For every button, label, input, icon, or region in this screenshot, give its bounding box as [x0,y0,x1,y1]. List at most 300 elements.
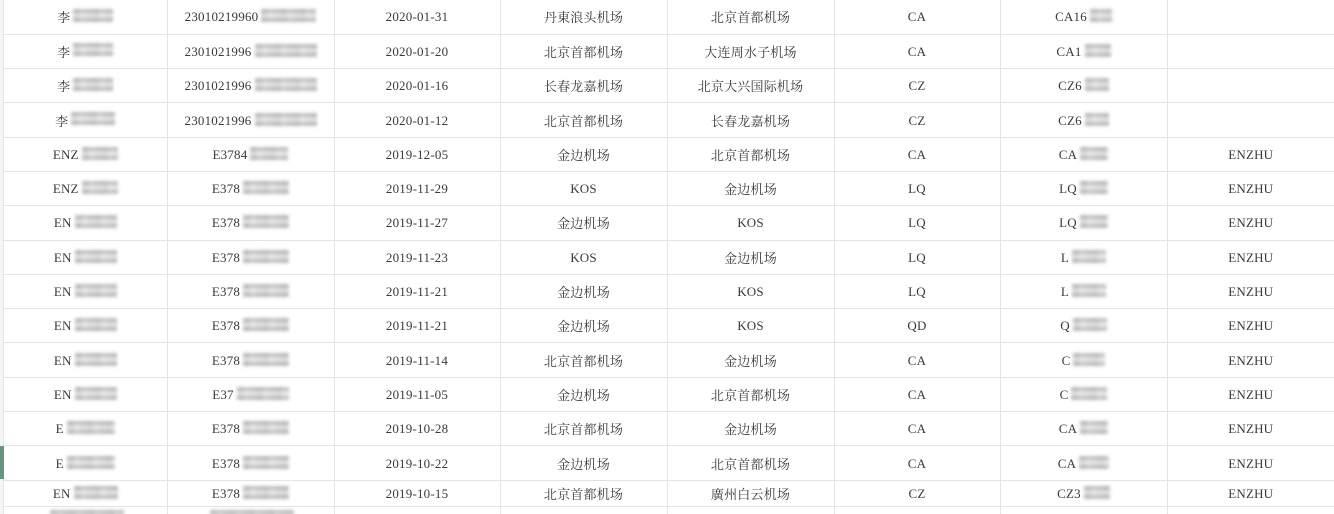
cell-text: EN [53,352,72,368]
cell-text: 2019-11-23 [385,249,449,265]
cell-text: CZ6 [1058,112,1082,128]
id-number-cell[interactable] [167,480,334,507]
tag-cell[interactable] [1167,309,1334,343]
tag-cell[interactable] [1167,171,1334,205]
arrival-cell[interactable] [667,69,834,103]
cell-text: E37 [212,386,234,402]
flight-number-cell[interactable] [1000,240,1167,274]
redacted-block [75,387,117,400]
table-row [4,103,1334,137]
cell-text: CZ [908,78,926,94]
cell-text: CA [1058,421,1078,437]
redacted-block [1085,78,1109,91]
cell-text: CZ [908,112,926,128]
cell-text: 北京大兴国际机场 [697,79,804,95]
cell-text: 2301021996 [184,112,252,128]
date-cell[interactable] [334,480,500,507]
cell-text: CA16 [1055,9,1087,25]
flight-number-cell[interactable] [1000,137,1167,171]
cell-text: ENZHU [1228,318,1274,334]
cell-text: 金边机场 [557,216,610,232]
tag-cell[interactable] [1167,103,1334,137]
cell-text: E378 [211,455,241,471]
redacted-block [243,215,289,228]
cell-text: CZ [908,486,926,501]
cell-text: KOS [737,284,764,300]
table-row [4,34,1334,68]
cell-text: EN [53,386,72,402]
airline-code-cell[interactable] [834,309,1000,343]
arrival-cell[interactable] [667,34,834,68]
cell-text: LQ [1059,215,1077,231]
cell-text: ENZ [52,181,79,197]
cell-text: 2019-11-14 [385,352,449,368]
name-cell[interactable] [4,69,167,103]
cell-text: ENZHU [1228,181,1274,197]
redacted-block [1090,9,1112,22]
cell-text: E378 [211,215,241,231]
redacted-block [1073,318,1107,331]
flight-number-cell[interactable] [1000,507,1167,514]
redacted-block [1080,147,1108,160]
departure-cell[interactable] [500,34,667,68]
redacted-block [1085,44,1111,57]
arrival-cell[interactable] [667,309,834,343]
airline-code-cell[interactable] [834,480,1000,507]
cell-text: CA1 [1056,43,1082,59]
airline-code-cell[interactable] [834,446,1000,480]
table-row [4,343,1334,377]
id-number-cell[interactable] [167,0,334,34]
tag-cell[interactable] [1167,507,1334,514]
cell-text: LQ [908,284,926,300]
id-number-cell[interactable] [167,377,334,411]
arrival-cell[interactable] [667,377,834,411]
tag-cell[interactable] [1167,0,1334,34]
redacted-block [75,353,117,366]
cell-text: 金边机场 [557,285,610,301]
table-row [4,412,1334,446]
cell-text: 2019-11-05 [385,386,449,402]
cell-text: 2019-11-27 [385,215,449,231]
arrival-cell[interactable] [667,274,834,308]
cell-text: 金边机场 [557,387,610,403]
redacted-block [74,486,118,499]
redacted-block [243,250,289,263]
redacted-block [82,147,118,160]
flight-number-cell[interactable] [1000,274,1167,308]
cell-text: 金边机场 [557,147,610,163]
date-cell[interactable] [334,206,500,240]
airline-code-cell[interactable] [834,206,1000,240]
name-cell[interactable] [4,34,167,68]
cell-text: E3784 [212,146,248,162]
redacted-block [73,43,113,56]
name-cell[interactable] [4,103,167,137]
table-row [4,69,1334,103]
id-number-cell[interactable] [167,34,334,68]
departure-cell[interactable] [500,103,667,137]
cell-text: E378 [211,486,241,501]
id-number-cell[interactable] [167,137,334,171]
cell-text: 2301021996 [184,78,252,94]
cell-text: C [1061,352,1071,368]
departure-cell[interactable] [500,446,667,480]
name-cell[interactable] [4,343,167,377]
cell-text: 2019-11-21 [385,284,449,300]
flight-records-table [4,0,1334,514]
cell-text: ENZHU [1228,352,1274,368]
cell-text: 北京首都机场 [543,44,624,60]
cell-text: 2019-10-22 [385,455,449,471]
departure-cell[interactable] [500,343,667,377]
cell-text: CA [907,455,927,471]
name-cell[interactable] [4,309,167,343]
date-cell[interactable] [334,274,500,308]
cell-text: L [1060,249,1070,265]
tag-cell[interactable] [1167,446,1334,480]
date-cell[interactable] [334,412,500,446]
cell-text: CZ6 [1058,78,1082,94]
date-cell[interactable] [334,309,500,343]
arrival-cell[interactable] [667,343,834,377]
redacted-block [210,510,294,514]
date-cell[interactable] [334,446,500,480]
redacted-block [1085,113,1109,126]
flight-number-cell[interactable] [1000,343,1167,377]
cell-text: CA [907,421,927,437]
airline-code-cell[interactable] [834,240,1000,274]
id-number-cell[interactable] [167,412,334,446]
cell-text: E378 [211,181,241,197]
cell-text: Q [1060,318,1070,334]
cell-text: 北京首都机场 [710,456,791,472]
cell-text: CA [907,352,927,368]
cell-text: ENZHU [1228,284,1274,300]
redacted-block [1080,181,1108,194]
airline-code-cell[interactable] [834,274,1000,308]
cell-text: ENZHU [1228,215,1274,231]
arrival-cell[interactable] [667,507,834,514]
name-cell[interactable] [4,171,167,205]
cell-text: KOS [737,318,764,334]
cell-text: ENZHU [1228,146,1274,162]
departure-cell[interactable] [500,171,667,205]
table-row [4,274,1334,308]
cell-text: CA [907,146,927,162]
cell-text: CA [907,9,927,25]
arrival-cell[interactable] [667,103,834,137]
redacted-block [255,44,317,57]
cell-text: LQ [908,215,926,231]
cell-text: 2019-12-05 [385,146,449,162]
flight-number-cell[interactable] [1000,0,1167,34]
cell-text: 2019-10-15 [385,486,449,501]
cell-text: 2019-11-29 [385,181,449,197]
redacted-block [75,318,117,331]
cell-text: 北京首都机场 [710,147,791,163]
cell-text: E378 [211,284,241,300]
tag-cell[interactable] [1167,69,1334,103]
cell-text: ENZHU [1228,421,1274,437]
departure-cell[interactable] [500,274,667,308]
table-row [4,206,1334,240]
redacted-block [67,421,115,434]
name-cell[interactable] [4,377,167,411]
cell-text: 长春龙嘉机场 [710,113,791,129]
cell-text: 大连周水子机场 [704,44,797,60]
name-cell[interactable] [4,412,167,446]
cell-text: CA [907,386,927,402]
flight-number-cell[interactable] [1000,69,1167,103]
cell-text: CA [1058,146,1078,162]
date-cell[interactable] [334,343,500,377]
redacted-block [73,78,113,91]
tag-cell[interactable] [1167,343,1334,377]
redacted-block [1080,215,1108,228]
redacted-block [255,113,317,126]
flight-number-cell[interactable] [1000,446,1167,480]
cell-text: CZ3 [1057,486,1081,501]
name-cell[interactable] [4,274,167,308]
id-number-cell[interactable] [167,206,334,240]
cell-text: ENZHU [1228,386,1274,402]
cell-text: EN [52,486,71,501]
date-cell[interactable] [334,0,500,34]
redacted-block [243,421,289,434]
date-cell[interactable] [334,69,500,103]
flight-number-cell[interactable] [1000,377,1167,411]
cell-text: EN [53,284,72,300]
airline-code-cell[interactable] [834,69,1000,103]
id-number-cell[interactable] [167,309,334,343]
redacted-block [1072,284,1106,297]
date-cell[interactable] [334,137,500,171]
table-row [4,377,1334,411]
cell-text: LQ [908,181,926,197]
table-row [4,507,1334,514]
arrival-cell[interactable] [667,206,834,240]
cell-text: 廣州白云机场 [710,487,791,502]
cell-text: EN [53,318,72,334]
cell-text: ENZHU [1228,249,1274,265]
arrival-cell[interactable] [667,137,834,171]
tag-cell[interactable] [1167,274,1334,308]
redacted-block [255,78,317,91]
cell-text: 李 [57,44,71,60]
airline-code-cell[interactable] [834,412,1000,446]
table-row [4,171,1334,205]
id-number-cell[interactable] [167,274,334,308]
tag-cell[interactable] [1167,34,1334,68]
name-cell[interactable] [4,0,167,34]
cell-text: 2019-10-28 [385,421,449,437]
cell-text: E [55,455,64,471]
table-row [4,0,1334,34]
cell-text: 2020-01-31 [385,9,449,25]
cell-text: CA [907,43,927,59]
redacted-block [243,456,289,469]
tag-cell[interactable] [1167,206,1334,240]
cell-text: QD [907,318,927,334]
departure-cell[interactable] [500,137,667,171]
cell-text: 金边机场 [724,422,777,438]
arrival-cell[interactable] [667,480,834,507]
airline-code-cell[interactable] [834,137,1000,171]
redacted-block [243,353,289,366]
date-cell[interactable] [334,34,500,68]
airline-code-cell[interactable] [834,0,1000,34]
redacted-block [250,147,288,160]
flight-number-cell[interactable] [1000,480,1167,507]
cell-text: KOS [570,181,597,197]
redacted-block [73,9,113,22]
redacted-block [243,181,289,194]
cell-text: 2020-01-12 [385,112,449,128]
redacted-block [1084,486,1110,499]
cell-text: 李 [57,79,71,95]
cell-text: 23010219960 [184,9,259,25]
flight-number-cell[interactable] [1000,34,1167,68]
date-cell[interactable] [334,377,500,411]
cell-text: 2019-11-21 [385,318,449,334]
redacted-block [82,181,118,194]
airline-code-cell[interactable] [834,34,1000,68]
departure-cell[interactable] [500,69,667,103]
departure-cell[interactable] [500,377,667,411]
name-cell[interactable] [4,206,167,240]
cell-text: C [1059,386,1069,402]
table-row [4,480,1334,507]
redacted-block [1080,421,1108,434]
cell-text: 北京首都机场 [543,422,624,438]
airline-code-cell[interactable] [834,171,1000,205]
redacted-block [75,215,117,228]
redacted-block [1071,387,1107,400]
cell-text: CA [1057,455,1077,471]
name-cell[interactable] [4,137,167,171]
airline-code-cell[interactable] [834,343,1000,377]
cell-text: 丹東浪头机场 [543,10,624,26]
airline-code-cell[interactable] [834,507,1000,514]
redacted-block [67,456,115,469]
redacted-block [261,9,316,22]
cell-text: ENZHU [1228,455,1274,471]
id-number-cell[interactable] [167,343,334,377]
id-number-cell[interactable] [167,446,334,480]
departure-cell[interactable] [500,309,667,343]
cell-text: 北京首都机场 [543,487,624,502]
departure-cell[interactable] [500,412,667,446]
cell-text: 金边机场 [724,250,777,266]
redacted-block [243,318,289,331]
departure-cell[interactable] [500,206,667,240]
tag-cell[interactable] [1167,412,1334,446]
cell-text: 北京首都机场 [543,113,624,129]
airline-code-cell[interactable] [834,377,1000,411]
id-number-cell[interactable] [167,171,334,205]
flight-number-cell[interactable] [1000,309,1167,343]
tag-cell[interactable] [1167,480,1334,507]
redacted-block [71,112,115,125]
date-cell[interactable] [334,507,500,514]
tag-cell[interactable] [1167,240,1334,274]
id-number-cell[interactable] [167,240,334,274]
redacted-block [243,486,289,499]
name-cell[interactable] [4,507,167,514]
redacted-block [75,250,117,263]
date-cell[interactable] [334,171,500,205]
cell-text: L [1060,284,1070,300]
id-number-cell[interactable] [167,507,334,514]
cell-text: 长春龙嘉机场 [543,79,624,95]
flight-number-cell[interactable] [1000,412,1167,446]
arrival-cell[interactable] [667,171,834,205]
arrival-cell[interactable] [667,240,834,274]
table-row [4,446,1334,480]
name-cell[interactable] [4,240,167,274]
table-row [4,137,1334,171]
cell-text: ENZHU [1228,486,1274,501]
redacted-block [1073,353,1105,366]
cell-text: 北京首都机场 [543,353,624,369]
redacted-block [75,284,117,297]
cell-text: LQ [1059,181,1077,197]
date-cell[interactable] [334,103,500,137]
cell-text: 2020-01-16 [385,78,449,94]
flight-number-cell[interactable] [1000,103,1167,137]
departure-cell[interactable] [500,0,667,34]
name-cell[interactable] [4,446,167,480]
cell-text: 金边机场 [557,319,610,335]
departure-cell[interactable] [500,240,667,274]
flight-number-cell[interactable] [1000,206,1167,240]
cell-text: E378 [211,318,241,334]
cell-text: 2020-01-20 [385,43,449,59]
date-cell[interactable] [334,240,500,274]
cell-text: ENZ [52,146,79,162]
cell-text: 金边机场 [724,182,777,198]
cell-text: 金边机场 [724,353,777,369]
cell-text: 北京首都机场 [710,387,791,403]
tag-cell[interactable] [1167,137,1334,171]
cell-text: 李 [55,113,69,129]
id-number-cell[interactable] [167,69,334,103]
cell-text: 金边机场 [557,456,610,472]
departure-cell[interactable] [500,507,667,514]
departure-cell[interactable] [500,480,667,507]
cell-text: E378 [211,249,241,265]
cell-text: E378 [211,421,241,437]
redacted-block [1072,250,1106,263]
cell-text: EN [53,215,72,231]
tag-cell[interactable] [1167,377,1334,411]
redacted-block [50,510,124,514]
arrival-cell[interactable] [667,0,834,34]
airline-code-cell[interactable] [834,103,1000,137]
name-cell[interactable] [4,480,167,507]
table-row [4,309,1334,343]
cell-text: 李 [57,10,71,26]
arrival-cell[interactable] [667,412,834,446]
table-row [4,240,1334,274]
cell-text: 2301021996 [184,43,252,59]
cell-text: LQ [908,249,926,265]
id-number-cell[interactable] [167,103,334,137]
flight-number-cell[interactable] [1000,171,1167,205]
arrival-cell[interactable] [667,446,834,480]
cell-text: EN [53,249,72,265]
